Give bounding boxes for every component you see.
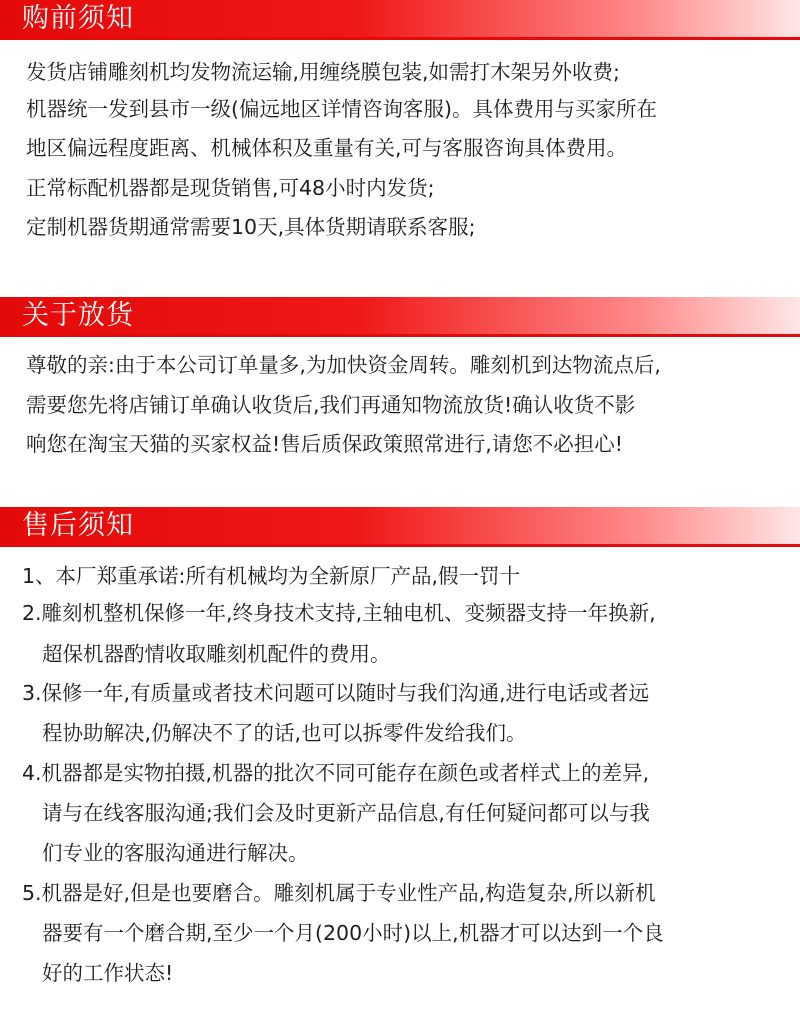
list-item-4: 4.机器都是实物拍摄,机器的批次不同可能存在颜色或者样式上的差异,	[22, 761, 650, 785]
list-item-5-continued: 器要有一个磨合期,至少一个月(200小时)以上,机器才可以达到一个良	[42, 921, 664, 945]
list-item-3: 3.保修一年,有质量或者技术问题可以随时与我们沟通,进行电话或者远	[22, 681, 650, 705]
paragraph-line: 尊敬的亲:由于本公司订单量多,为加快资金周转。雕刻机到达物流点后,	[26, 353, 661, 377]
paragraph-line: 定制机器货期通常需要10天,具体货期请联系客服;	[26, 215, 476, 239]
section-title: 购前须知	[22, 3, 134, 34]
list-item-5-continued: 好的工作状态!	[42, 961, 174, 985]
paragraph-line: 正常标配机器都是现货销售,可48小时内发货;	[26, 176, 435, 200]
list-item-2-continued: 超保机器酌情收取雕刻机配件的费用。	[42, 642, 391, 666]
section-title: 关于放货	[22, 300, 134, 331]
paragraph-line: 需要您先将店铺订单确认收货后,我们再通知物流放货!确认收货不影	[26, 393, 636, 417]
list-item-2: 2.雕刻机整机保修一年,终身技术支持,主轴电机、变频器支持一年换新,	[22, 601, 656, 625]
section-header-purchase-notice	[0, 0, 800, 40]
list-item-3-continued: 程协助解决,仍解决不了的话,也可以拆零件发给我们。	[42, 721, 527, 745]
section-header-release-goods	[0, 297, 800, 337]
list-item-5: 5.机器是好,但是也要磨合。雕刻机属于专业性产品,构造复杂,所以新机	[22, 881, 656, 905]
paragraph-line: 响您在淘宝天猫的买家权益!售后质保政策照常进行,请您不必担心!	[26, 432, 623, 456]
paragraph-line: 发货店铺雕刻机均发物流运输,用缠绕膜包装,如需打木架另外收费;	[26, 60, 620, 84]
paragraph-line: 机器统一发到县市一级(偏远地区详情咨询客服)。具体费用与买家所在	[26, 97, 657, 121]
list-item-4-continued: 们专业的客服沟通进行解决。	[42, 841, 309, 865]
paragraph-line: 地区偏远程度距离、机械体积及重量有关,可与客服咨询具体费用。	[26, 136, 628, 160]
section-header-after-sales	[0, 507, 800, 547]
list-item-1: 1、本厂郑重承诺:所有机械均为全新原厂产品,假一罚十	[22, 564, 520, 588]
list-item-4-continued: 请与在线客服沟通;我们会及时更新产品信息,有任何疑问都可以与我	[42, 801, 650, 825]
section-title: 售后须知	[22, 510, 134, 541]
